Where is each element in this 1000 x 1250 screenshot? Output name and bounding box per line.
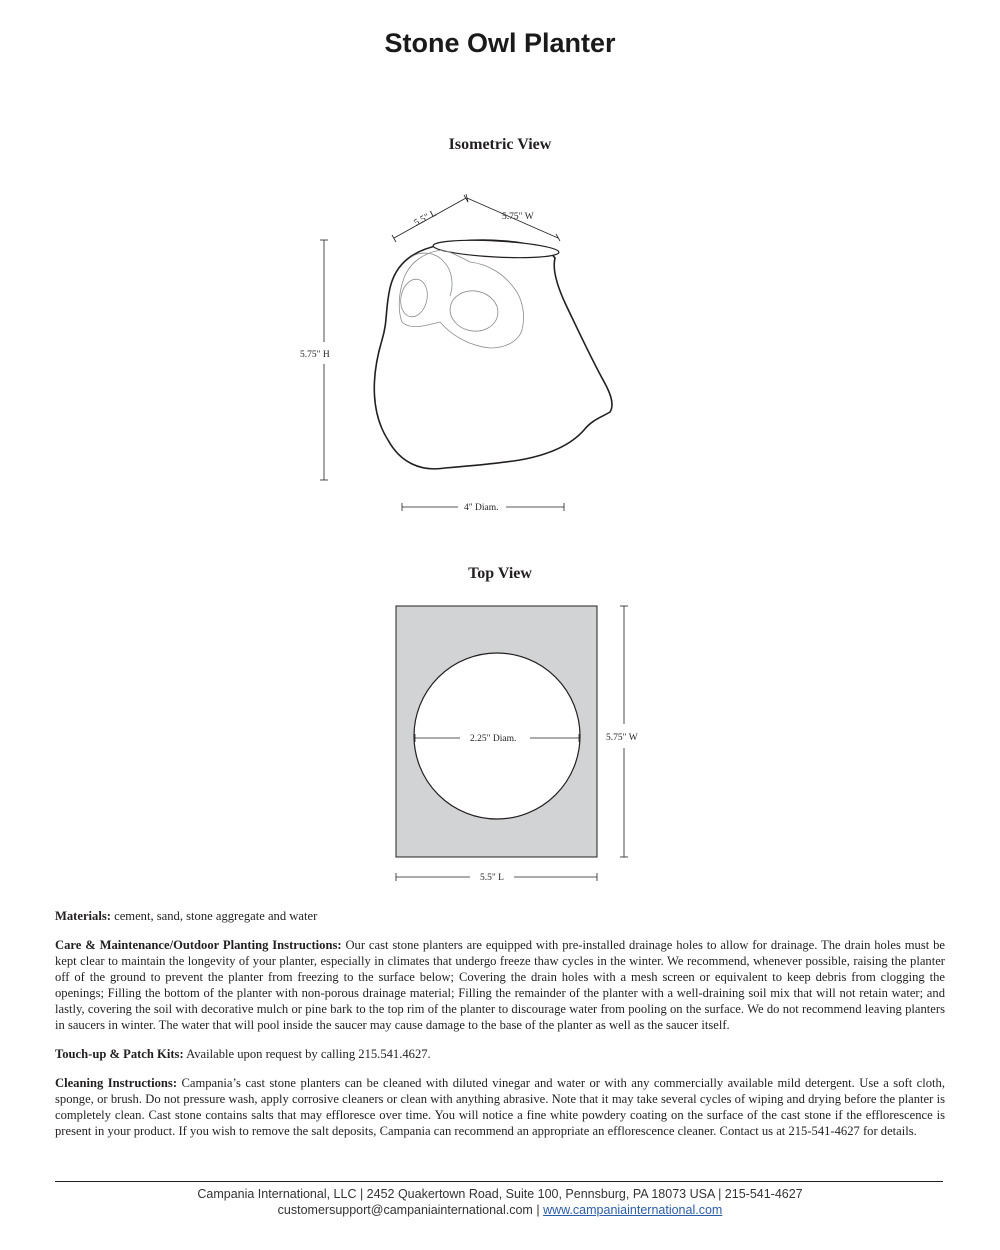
cleaning-label: Cleaning Instructions: — [55, 1076, 178, 1090]
top-width-dimension — [620, 606, 628, 857]
footer-email: customersupport@campaniainternational.com — [277, 1203, 533, 1217]
website-link[interactable]: www.campaniainternational.com — [543, 1203, 723, 1217]
footer-address: Campania International, LLC | 2452 Quakertown Road, Suite 100, Pennsburg, PA 18073 USA | 215-541-4627 — [197, 1187, 803, 1201]
footer-divider — [55, 1181, 943, 1182]
height-dimension — [320, 240, 328, 480]
top-width-label: 5.75" W — [606, 733, 638, 743]
materials-paragraph — [55, 908, 945, 924]
page-title: Stone Owl Planter — [384, 28, 616, 58]
care-label: Care & Maintenance/Outdoor Planting Instructions: — [55, 938, 342, 952]
width-label: 5.75" W — [502, 212, 534, 222]
top-length-label: 5.5" L — [480, 873, 504, 883]
isometric-view-heading: Isometric View — [448, 136, 552, 153]
top-view-heading: Top View — [468, 565, 532, 582]
touchup-paragraph — [55, 1046, 945, 1062]
specifications — [55, 908, 945, 1152]
height-label: 5.75" H — [300, 350, 330, 360]
length-label: 5.5" L — [412, 208, 439, 229]
cleaning-paragraph — [55, 1075, 945, 1139]
touchup-text: Available upon request by calling 215.541.4627. — [183, 1047, 431, 1061]
care-paragraph — [55, 937, 945, 1033]
base-label: 4" Diam. — [464, 503, 499, 513]
footer-separator: | — [532, 1203, 544, 1217]
materials-text: cement, sand, stone aggregate and water — [110, 909, 318, 923]
materials-label: Materials: — [55, 909, 111, 923]
top-view-drawing — [396, 606, 638, 883]
owl-body-outline — [374, 240, 612, 469]
footer-contact — [0, 1202, 1000, 1218]
touchup-label: Touch-up & Patch Kits: — [55, 1047, 184, 1061]
isometric-view-drawing — [300, 194, 612, 513]
opening-label: 2.25" Diam. — [470, 734, 517, 744]
care-text: Our cast stone planters are equipped with pre-installed drainage holes to allow for drainage. The drain holes must be kept clear to maintain the longevity of your planter, especially in climates that undergo freeze thaw cycles in the winter. We recommend, whenever possible, raising the planter off of the ground to prevent the planter from freezing to the surface below; Covering the drain holes with a mesh screen or equivalent to keep debris from clogging the openings; Filling the bottom of the planter with non-porous drainage material; Filling the remainder of the planter with a well-draining soil mix that will not retain water; and lastly, covering the soil with decorative mulch or pine bark to the top rim of the planter to discourage water from pooling on the surface. We do not recommend leaving planters in saucers in winter. The water that will pool inside the saucer may cause damage to the base of the planter as well as the saucer itself. — [55, 938, 945, 1032]
cleaning-text: Campania’s cast stone planters can be cleaned with diluted vinegar and water or with any commercially available mild detergent. Use a soft cloth, sponge, or brush. Do not pressure wash, apply corrosive cleaners or clean with anything abrasive. Note that it may take several cycles of wiping and drying before the planter is completely clean. Cast stone contains salts that may effloresce over time. You will notice a fine white powdery coating on the surface of the cast stone if the efflorescence is present in your product. If you wish to remove the salt deposits, Campania can recommend an appropriate an efflorescence cleaner. Contact us at 215-541-4627 for details. — [55, 1076, 945, 1138]
